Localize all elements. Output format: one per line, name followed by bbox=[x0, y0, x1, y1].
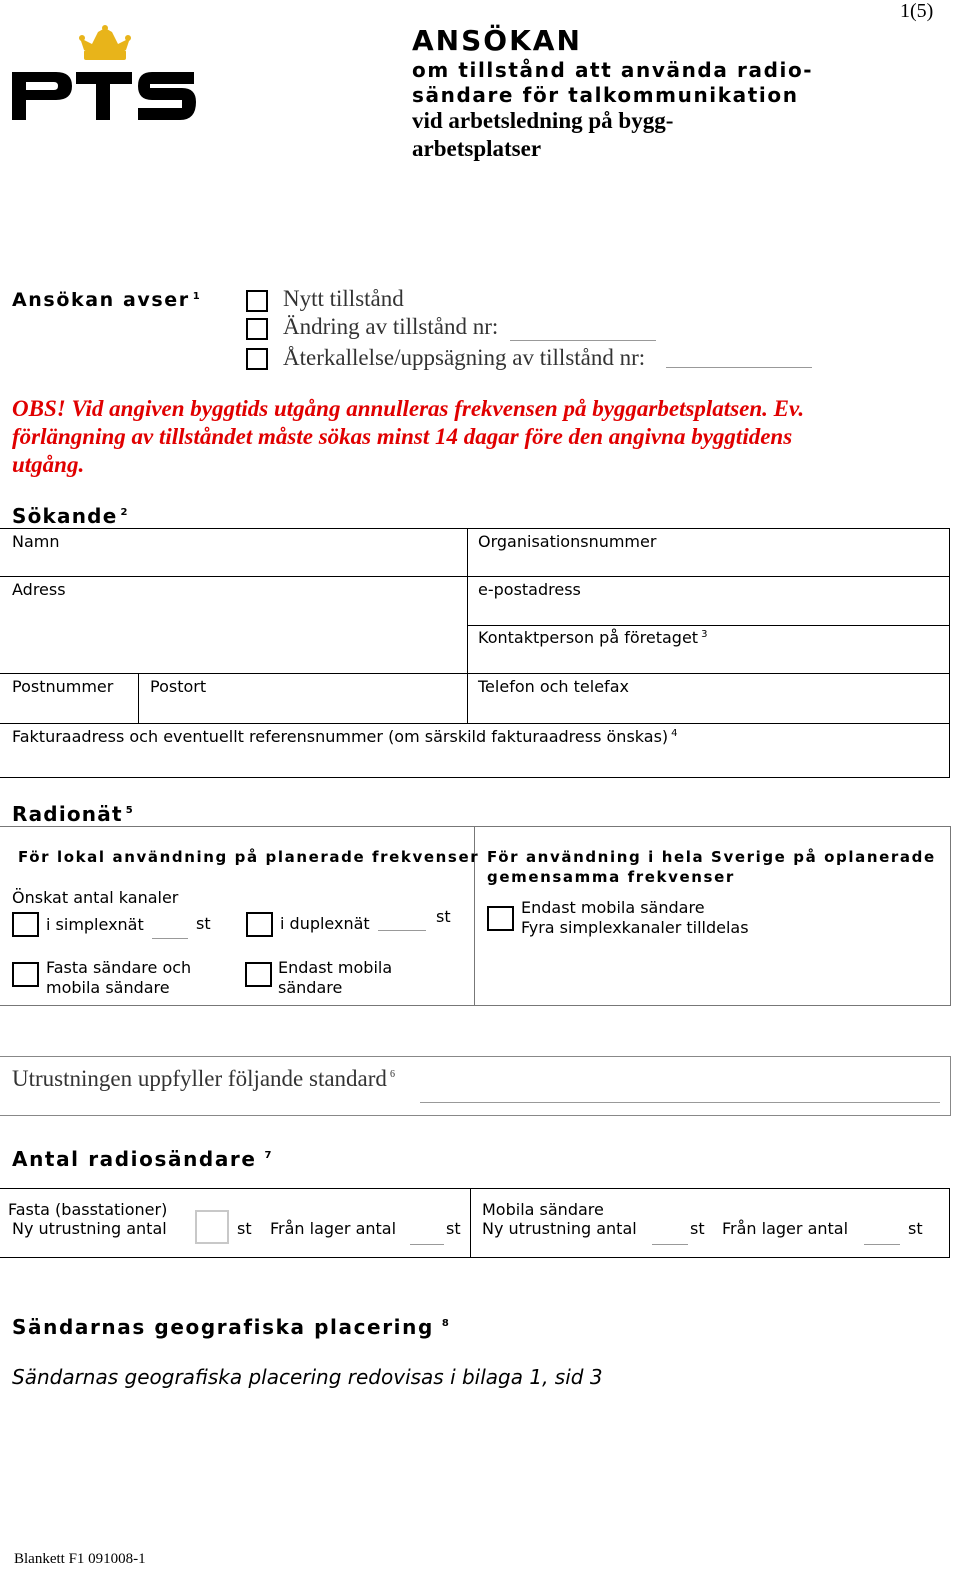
adress-label: Adress bbox=[12, 580, 66, 599]
kontakt-label: Kontaktperson på företaget $^3$ bbox=[478, 628, 708, 647]
aterkallelse-checkbox[interactable] bbox=[246, 348, 268, 370]
org-label: Organisationsnummer bbox=[478, 532, 657, 551]
simplex-checkbox[interactable] bbox=[12, 912, 39, 937]
antal-divider bbox=[470, 1188, 471, 1258]
ansokan-heading: Ansökan avser $^1$ bbox=[12, 289, 202, 311]
postnummer-divider bbox=[138, 673, 139, 724]
telefon-label: Telefon och telefax bbox=[478, 677, 629, 696]
postort-label: Postort bbox=[150, 677, 207, 696]
duplex-st: st bbox=[436, 907, 451, 926]
mobila-lager-field[interactable] bbox=[864, 1244, 900, 1245]
mobila-lager-label: Från lager antal bbox=[722, 1219, 849, 1238]
fasta-lager-st: st bbox=[446, 1219, 461, 1238]
sokande-row-2 bbox=[467, 625, 950, 626]
namn-label: Namn bbox=[12, 532, 60, 551]
mobila-label: Mobila sändare bbox=[482, 1200, 604, 1219]
title-line-4: arbetsplatser bbox=[412, 136, 542, 161]
sokande-row-1 bbox=[0, 576, 950, 577]
duplex-label: i duplexnät bbox=[280, 914, 370, 933]
mobila-sverige-label-1: Endast mobila sändare bbox=[521, 898, 705, 917]
fasta-ny-st: st bbox=[237, 1219, 252, 1238]
crown-icon bbox=[10, 24, 200, 124]
obs-line-3: utgång. bbox=[12, 452, 85, 477]
faktura-label: Fakturaadress och eventuellt referensnummer (om särskild fakturaadress önskas) $^4$ bbox=[12, 727, 678, 746]
local-heading: För lokal användning på planerade frekvenser bbox=[18, 848, 480, 866]
sokande-mid-divider bbox=[467, 528, 468, 724]
nytt-tillstand-checkbox[interactable] bbox=[246, 290, 268, 312]
andring-number-field[interactable] bbox=[510, 340, 656, 341]
endast-label-1: Endast mobila bbox=[278, 958, 393, 977]
sokande-row-4 bbox=[0, 723, 950, 724]
geo-text: Sändarnas geografiska placering redovisas i bilaga 1, sid 3 bbox=[12, 1365, 603, 1389]
fasta-label-1: Fasta sändare och bbox=[46, 958, 192, 977]
andring-label: Ändring av tillstånd nr: bbox=[283, 314, 499, 339]
standard-field[interactable] bbox=[420, 1102, 940, 1103]
simplex-count-field[interactable] bbox=[152, 938, 188, 939]
simplex-label: i simplexnät bbox=[46, 915, 144, 934]
mobila-sverige-label-2: Fyra simplexkanaler tilldelas bbox=[521, 918, 749, 937]
geo-heading: Sändarnas geografiska placering $^8$ bbox=[12, 1315, 451, 1339]
endast-mobila-checkbox[interactable] bbox=[245, 962, 272, 987]
fasta-lager-label: Från lager antal bbox=[270, 1219, 397, 1238]
form-id: Blankett F1 091008-1 bbox=[14, 1551, 146, 1567]
fasta-label-2: mobila sändare bbox=[46, 978, 170, 997]
simplex-st: st bbox=[196, 914, 211, 933]
sokande-heading: Sökande $^2$ bbox=[12, 504, 129, 528]
sverige-heading-2: gemensamma frekvenser bbox=[487, 868, 735, 886]
title-line-1: om tillstånd att använda radio- bbox=[412, 58, 814, 82]
fasta-ny-field[interactable] bbox=[195, 1210, 229, 1244]
endast-label-2: sändare bbox=[278, 978, 343, 997]
fasta-checkbox[interactable] bbox=[12, 962, 39, 987]
mobila-ny-field[interactable] bbox=[652, 1244, 688, 1245]
form-title: ANSÖKAN bbox=[412, 24, 582, 57]
obs-line-2: förlängning av tillståndet måste sökas minst 14 dagar före den angivna byggtidens bbox=[12, 424, 793, 449]
mobila-sverige-checkbox[interactable] bbox=[487, 906, 514, 931]
fasta-lager-field[interactable] bbox=[410, 1244, 444, 1245]
aterkallelse-label: Återkallelse/uppsägning av tillstånd nr: bbox=[283, 345, 646, 370]
radionat-heading: Radionät $^5$ bbox=[12, 802, 134, 826]
pts-logo bbox=[10, 24, 200, 124]
fasta-bas-label: Fasta (basstationer) bbox=[8, 1200, 168, 1219]
obs-line-1: OBS! Vid angiven byggtids utgång annulleras frekvensen på byggarbetsplatsen. Ev. bbox=[12, 396, 805, 421]
mobila-ny-label: Ny utrustning antal bbox=[482, 1219, 637, 1238]
page-number: 1(5) bbox=[900, 0, 934, 22]
duplex-checkbox[interactable] bbox=[246, 912, 273, 937]
sverige-heading-1: För användning i hela Sverige på oplanerade bbox=[487, 848, 936, 866]
nytt-tillstand-label: Nytt tillstånd bbox=[283, 286, 404, 311]
epost-label: e-postadress bbox=[478, 580, 581, 599]
antal-heading: Antal radiosändare $^7$ bbox=[12, 1147, 274, 1171]
title-line-3: vid arbetsledning på bygg- bbox=[412, 108, 674, 133]
aterkallelse-number-field[interactable] bbox=[666, 367, 812, 368]
postnummer-label: Postnummer bbox=[12, 677, 114, 696]
title-line-2: sändare för talkommunikation bbox=[412, 83, 799, 107]
sokande-row-3 bbox=[0, 673, 950, 674]
onskat-label: Önskat antal kanaler bbox=[12, 888, 179, 907]
duplex-count-field[interactable] bbox=[378, 930, 426, 931]
andring-checkbox[interactable] bbox=[246, 318, 268, 340]
mobila-ny-st: st bbox=[690, 1219, 705, 1238]
fasta-ny-label: Ny utrustning antal bbox=[12, 1219, 167, 1238]
mobila-lager-st: st bbox=[908, 1219, 923, 1238]
standard-label: Utrustningen uppfyller följande standard $^6$ bbox=[12, 1066, 395, 1091]
